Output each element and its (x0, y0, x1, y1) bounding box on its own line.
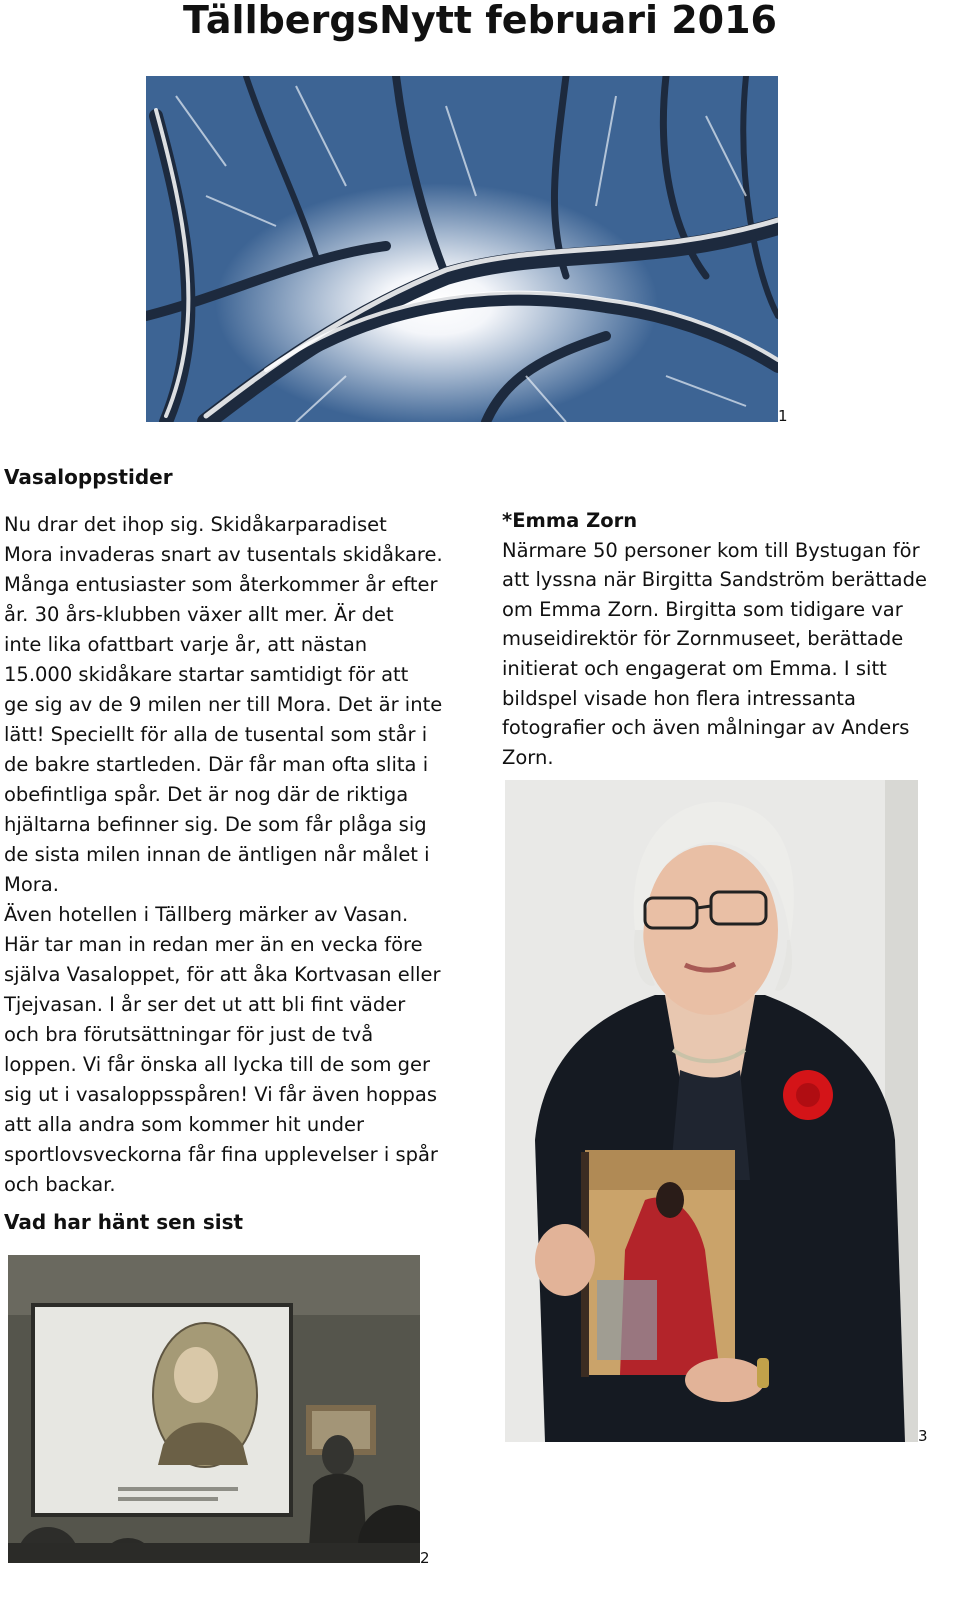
text-line: inte lika ofattbart varje år, att nästan (4, 633, 368, 656)
text-line: Tjejvasan. I år ser det ut att bli fint väder (4, 993, 406, 1016)
text-line: Här tar man in redan mer än en vecka före (4, 933, 423, 956)
emma-zorn-heading: *Emma Zorn (502, 509, 638, 532)
text-line: fotografier och även målningar av Anders (502, 716, 910, 740)
photo-number-3: 3 (918, 1427, 928, 1445)
text-line: museidirektör för Zornmuseet, berättade (502, 627, 904, 651)
text-line: obefintliga spår. Det är nog där de riktiga (4, 783, 409, 806)
text-line: hjältarna befinner sig. De som får plåga sig (4, 813, 427, 836)
emma-zorn-text (502, 506, 952, 772)
text-line: att alla andra som kommer hit under (4, 1113, 364, 1136)
text-line: Även hotellen i Tällberg märker av Vasan. (4, 903, 409, 926)
text-line: och backar. (4, 1173, 116, 1196)
text-line: loppen. Vi får önska all lycka till de som ger (4, 1053, 431, 1076)
text-line: lätt! Speciellt för alla de tusental som står i (4, 723, 428, 746)
photo-number-1: 1 (778, 407, 788, 425)
portrait-photo (505, 780, 918, 1442)
text-line: bildspel visade hon flera intressanta (502, 686, 856, 710)
text-line: och bra förutsättningar för just de två (4, 1023, 374, 1046)
winter-tree-photo (146, 76, 778, 422)
text-line: om Emma Zorn. Birgitta som tidigare var (502, 597, 903, 621)
frosted-tree-sun-icon (146, 76, 778, 422)
news-heading: Vad har hänt sen sist (4, 1210, 244, 1234)
woman-holding-book-icon (505, 780, 918, 1442)
text-line: själva Vasaloppet, för att åka Kortvasan eller (4, 963, 441, 986)
text-line: att lyssna när Birgitta Sandström berättade (502, 568, 927, 592)
lecture-photo (8, 1255, 420, 1563)
text-line: initierat och engagerat om Emma. I sitt (502, 656, 887, 680)
text-line: Zorn. (502, 745, 554, 769)
text-line: Mora. (4, 873, 59, 896)
text-line: 15.000 skidåkare startar samtidigt för att (4, 663, 409, 686)
text-line: de sista milen innan de äntligen når målet i (4, 843, 430, 866)
text-line: Många entusiaster som återkommer år efter (4, 573, 438, 596)
vasaloppet-heading: Vasaloppstider (4, 465, 173, 489)
text-line: sportlovsveckorna får fina upplevelser i spår (4, 1143, 438, 1166)
text-line: ge sig av de 9 milen ner till Mora. Det är inte (4, 693, 443, 716)
text-line: år. 30 års-klubben växer allt mer. Är det (4, 603, 394, 626)
page-title: TällbergsNytt februari 2016 (183, 0, 777, 42)
projector-screen-portrait-icon (8, 1255, 420, 1563)
text-line: sig ut i vasaloppsspåren! Vi får även hoppas (4, 1083, 438, 1106)
text-line: de bakre startleden. Där får man ofta slita i (4, 753, 429, 776)
text-line: Nu drar det ihop sig. Skidåkarparadiset (4, 513, 387, 536)
text-line: Närmare 50 personer kom till Bystugan för (502, 538, 920, 562)
photo-number-2: 2 (420, 1549, 430, 1567)
text-line: Mora invaderas snart av tusentals skidåkare. (4, 543, 443, 566)
vasaloppet-text (4, 510, 444, 1200)
